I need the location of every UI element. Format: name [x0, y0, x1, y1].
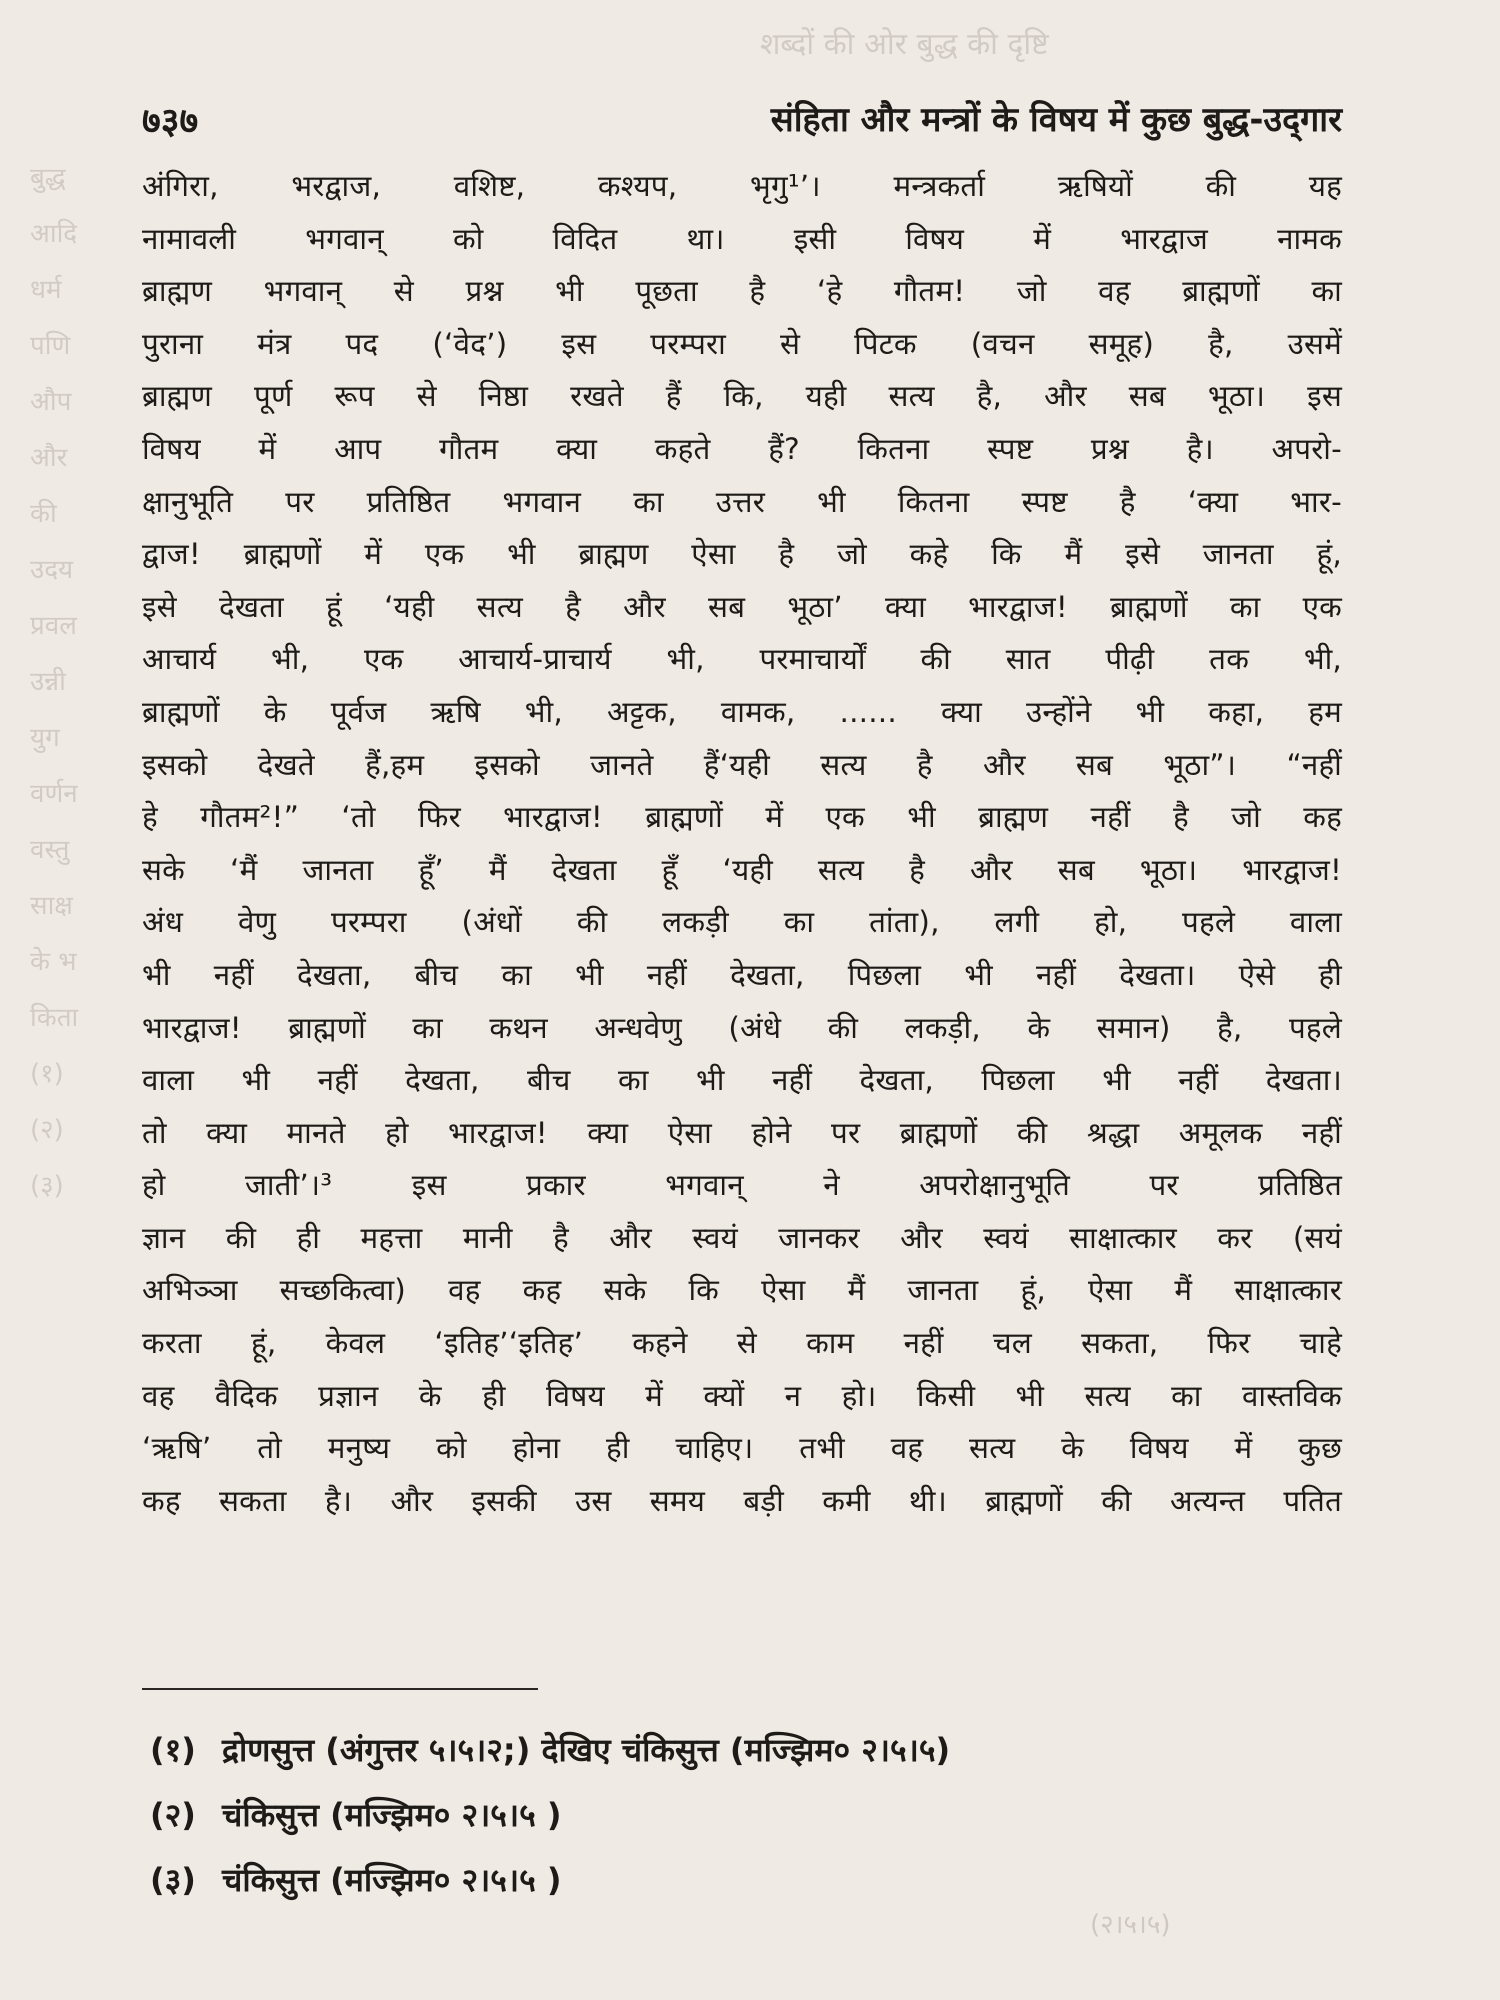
text-line: द्वाज! ब्राह्मणों में एक भी ब्राह्मण ऐसा है जो कहे कि मैं इसे जानता हूं, — [142, 537, 1342, 572]
bleed-through-word: साक्ष — [30, 891, 73, 921]
footnotes — [150, 1718, 1330, 1913]
text-line: इसे देखता हूं ‘यही सत्य है और सब भूठा’ क्या भारद्वाज! ब्राह्मणों का एक — [142, 589, 1342, 624]
bleed-through-word: युग — [30, 723, 60, 753]
page-header — [142, 95, 1342, 145]
bleed-through-word: के भ — [30, 947, 77, 977]
text-line: विषय में आप गौतम क्या कहते हैं? कितना स्पष्ट प्रश्न है। अपरो- — [142, 431, 1342, 466]
footnote-marker: (१) — [150, 1731, 196, 1769]
footnote-text: चंकिसुत्त (मज्झिम० २।५।५ ) — [222, 1861, 562, 1899]
bleed-through-word: आदि — [30, 219, 78, 249]
footnote — [150, 1848, 1330, 1913]
text-line: ब्राह्मण पूर्ण रूप से निष्ठा रखते हैं कि, यही सत्य है, और सब भूठा। इस — [142, 379, 1342, 414]
text-line: ब्राह्मणों के पूर्वज ऋषि भी, अट्टक, वामक, ...... क्या उन्होंने भी कहा, हम — [142, 694, 1342, 729]
text-line: हो जाती’।³ इस प्रकार भगवान् ने अपरोक्षानुभूति पर प्रतिष्ठित — [142, 1168, 1342, 1203]
text-line: पुराना मंत्र पद (‘वेद’) इस परम्परा से पिटक (वचन समूह) है, उसमें — [142, 326, 1342, 361]
text-line: अंध वेणु परम्परा (अंधों की लकड़ी का तांता), लगी हो, पहले वाला — [142, 905, 1342, 940]
text-line: कह सकता है। और इसकी उस समय बड़ी कमी थी। ब्राह्मणों की अत्यन्त पतित — [142, 1483, 1342, 1518]
footnote — [150, 1718, 1330, 1783]
text-line: भी नहीं देखता, बीच का भी नहीं देखता, पिछला भी नहीं देखता। ऐसे ही — [142, 957, 1342, 992]
footnote-text: चंकिसुत्त (मज्झिम० २।५।५ ) — [222, 1796, 562, 1834]
bleed-through-word: (२) — [30, 1115, 64, 1145]
bleed-through-margin — [30, 150, 140, 1214]
text-line: करता हूं, केवल ‘इतिह’‘इतिह’ कहने से काम नहीं चल सकता, फिर चाहे — [142, 1326, 1342, 1361]
text-line: सके ‘मैं जानता हूँ’ मैं देखता हूँ ‘यही सत्य है और सब भूठा। भारद्वाज! — [142, 852, 1342, 887]
text-line: हे गौतम²!” ‘तो फिर भारद्वाज! ब्राह्मणों में एक भी ब्राह्मण नहीं है जो कह — [142, 800, 1342, 835]
text-line: वह वैदिक प्रज्ञान के ही विषय में क्यों न हो। किसी भी सत्य का वास्तविक — [142, 1378, 1342, 1413]
text-line: आचार्य भी, एक आचार्य-प्राचार्य भी, परमाचार्यों की सात पीढ़ी तक भी, — [142, 642, 1342, 677]
footnote-divider — [142, 1688, 538, 1690]
text-line: ज्ञान की ही महत्ता मानी है और स्वयं जानकर और स्वयं साक्षात्कार कर (सयं — [142, 1220, 1342, 1255]
footnote-marker: (२) — [150, 1796, 196, 1834]
bleed-through-word: औप — [30, 387, 72, 417]
bleed-through-word: (१) — [30, 1059, 64, 1089]
bleed-through-word: (३) — [30, 1171, 64, 1201]
text-line: तो क्या मानते हो भारद्वाज! क्या ऐसा होने पर ब्राह्मणों की श्रद्धा अमूलक नहीं — [142, 1115, 1342, 1150]
text-line: क्षानुभूति पर प्रतिष्ठित भगवान का उत्तर भी कितना स्पष्ट है ‘क्या भार- — [142, 484, 1342, 519]
text-line: अभिञ्ञा सच्छकित्वा) वह कह सके कि ऐसा मैं जानता हूं, ऐसा मैं साक्षात्कार — [142, 1273, 1342, 1308]
text-line: नामावली भगवान् को विदित था। इसी विषय में भारद्वाज नामक — [142, 221, 1342, 256]
bleed-through-heading: शब्दों की ओर बुद्ध की दृष्टि — [760, 27, 1049, 62]
footnote — [150, 1783, 1330, 1848]
footnote-text: द्रोणसुत्त (अंगुत्तर ५।५।२;) देखिए चंकिसुत्त (मज्झिम० २।५।५) — [222, 1731, 951, 1769]
footnote-marker: (३) — [150, 1861, 196, 1899]
bleed-through-word: धर्म — [30, 275, 62, 305]
bleed-through-word: की — [30, 499, 57, 529]
body-text — [142, 160, 1342, 1527]
text-line: भारद्वाज! ब्राह्मणों का कथन अन्धवेणु (अंधे की लकड़ी, के समान) है, पहले — [142, 1010, 1342, 1045]
bleed-through-word: प्रवल — [30, 611, 77, 641]
bleed-through-word: उन्नी — [30, 667, 66, 697]
text-line: ब्राह्मण भगवान् से प्रश्न भी पूछता है ‘हे गौतम! जो वह ब्राह्मणों का — [142, 274, 1342, 309]
bleed-through-word: बुद्ध — [30, 163, 66, 193]
bleed-through-word: और — [30, 443, 68, 473]
bleed-through-word: पणि — [30, 331, 71, 361]
text-line: अंगिरा, भरद्वाज, वशिष्ट, कश्यप, भृगु¹’। मन्त्रकर्ता ऋषियों की यह — [142, 169, 1342, 203]
text-line: वाला भी नहीं देखता, बीच का भी नहीं देखता, पिछला भी नहीं देखता। — [142, 1063, 1342, 1098]
running-title: संहिता और मन्त्रों के विषय में कुछ बुद्ध-उद्‌गार — [770, 100, 1342, 140]
bleed-through-word: वर्णन — [30, 779, 78, 809]
bleed-through-word: वस्तु — [30, 835, 70, 865]
bleed-through-word: उदय — [30, 555, 74, 585]
text-line: इसको देखते हैं,हम इसको जानते हैं‘यही सत्य है और सब भूठा”। “नहीं — [142, 747, 1342, 782]
text-line: ‘ऋषि’ तो मनुष्य को होना ही चाहिए। तभी वह सत्य के विषय में कुछ — [142, 1431, 1342, 1466]
page-number: ७३७ — [142, 101, 199, 142]
bleed-through-word: किता — [30, 1003, 79, 1033]
bleed-through-footer: (२।५।५) — [1090, 1910, 1171, 1940]
